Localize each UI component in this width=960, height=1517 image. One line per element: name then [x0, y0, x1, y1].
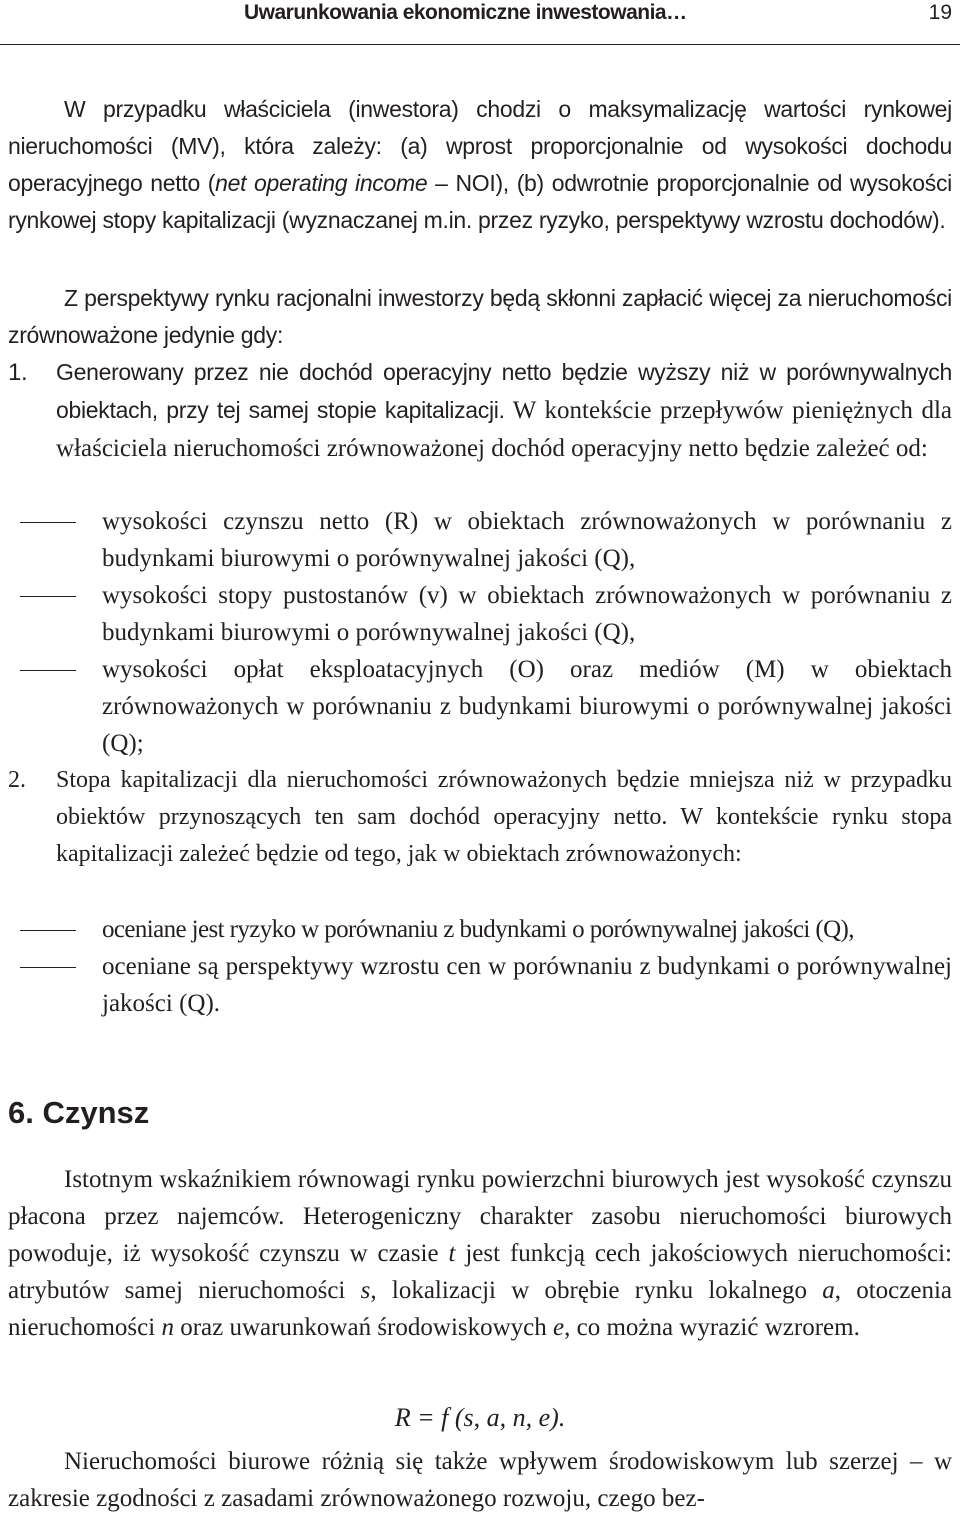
paragraph-text: , otoczenia nieruchomości: [8, 1277, 952, 1341]
paragraph-czynsz-2: Nieruchomości biurowe różnią się także wpływem środowiskowym lub szerzej – w zakresie zgodności z zasadami zrównoważonego rozwoju, czego bez-: [8, 1448, 952, 1512]
paragraph-text: Istotnym wskaźnikiem równowagi rynku powierzchni biurowych jest wysokość czynszu płacona przez najemców. Heterogeniczny charakter zasobu nieruchomości biurowych powoduje, iż wysokość czynszu w czasie: [8, 1166, 952, 1267]
list-item-1-text: [56, 354, 952, 468]
bullet-2-1: oceniane jest ryzyko w porównaniu z budynkami o porównywalnej jakości (Q),: [102, 916, 854, 943]
rent-formula: R = f (s, a, n, e).: [394, 1403, 566, 1432]
variable-e: e: [553, 1314, 565, 1341]
running-header-title: Uwarunkowania ekonomiczne inwestowania…: [244, 1, 687, 24]
bullet-1-3: wysokości opłat eksploatacyjnych (O) oraz mediów (M) w obiektach zrównoważonych w porównaniu z budynkami biurowymi o porównywalnej jakości (Q);: [102, 656, 952, 757]
paragraph-text: oraz uwarunkowań środowiskowych: [173, 1314, 554, 1341]
dash-bullet: [20, 930, 76, 931]
variable-t: t: [448, 1240, 456, 1267]
paragraph-intro-2: Z perspektywy rynku racjonalni inwestorzy będą skłonni zapłacić więcej za nieruchomości zrównoważone jedynie gdy:: [8, 285, 952, 348]
paragraph-czynsz-1: [8, 1161, 952, 1346]
list-item-2-text: Stopa kapitalizacji dla nieruchomości zrównoważonych będzie mniejsza niż w przypadku obiektów przynoszących ten sam dochód operacyjny netto. W kontekście rynku stopa kapitalizacji zależeć będzie od tego, jak w obiektach zrównoważonych:: [56, 767, 952, 867]
paragraph-text: W przypadku właściciela (inwestora) chodzi o maksymalizację wartości rynkowej nieruchomości (MV), która zależy: (a) wprost proporcjonalnie od wysokości dochodu operacyjnego netto (: [8, 96, 952, 196]
bullet-1-2: wysokości stopy pustostanów (v) w obiektach zrównoważonych w porównaniu z budynkami biurowymi o porównywalnej jakości (Q),: [102, 582, 952, 646]
page-number: 19: [928, 1, 952, 24]
paragraph-intro-1: [8, 91, 952, 239]
dash-bullet: [20, 596, 76, 597]
variable-s: s: [360, 1277, 371, 1304]
paragraph-text: jest funkcją cech jakościowych nieruchomości: atrybutów samej nieruchomości: [8, 1240, 952, 1304]
paragraph-text: , co można wyrazić wzrorem.: [564, 1314, 860, 1341]
dash-bullet: [20, 670, 76, 671]
header-rule: [0, 44, 960, 45]
variable-n: n: [161, 1314, 174, 1341]
section-heading: 6. Czynsz: [8, 1095, 150, 1130]
paragraph-text: – NOI), (b) odwrotnie proporcjonalnie od wysokości rynkowej stopy kapitalizacji (wyznaczanej m.in. przez ryzyko, perspektywy wzrostu dochodów).: [8, 170, 952, 233]
running-header: [0, 0, 960, 46]
variable-a: a: [822, 1277, 835, 1304]
bullet-1-1: wysokości czynszu netto (R) w obiektach zrównoważonych w porównaniu z budynkami biurowymi o porównywalnej jakości (Q),: [102, 508, 952, 572]
list-item-1-serif-text: W kontekście przepływów pieniężnych dla właściciela nieruchomości zrównoważonej dochód operacyjny netto będzie zależeć od:: [56, 397, 952, 462]
list-number-1: 1.: [8, 359, 28, 386]
paragraph-text: , lokalizacji w obrębie rynku lokalnego: [370, 1277, 823, 1304]
bullet-2-2: oceniane są perspektywy wzrostu cen w porównaniu z budynkami o porównywalnej jakości (Q).: [102, 953, 952, 1017]
list-number-2: 2.: [8, 767, 26, 793]
paragraph-italic-term: net operating income: [215, 170, 428, 196]
list-item-1-sans-text: Generowany przez nie dochód operacyjny netto będzie wyższy niż w porównywalnych obiektach, przy tej samej stopie kapitalizacji.: [56, 359, 952, 423]
dash-bullet: [20, 967, 76, 968]
dash-bullet: [20, 522, 76, 523]
